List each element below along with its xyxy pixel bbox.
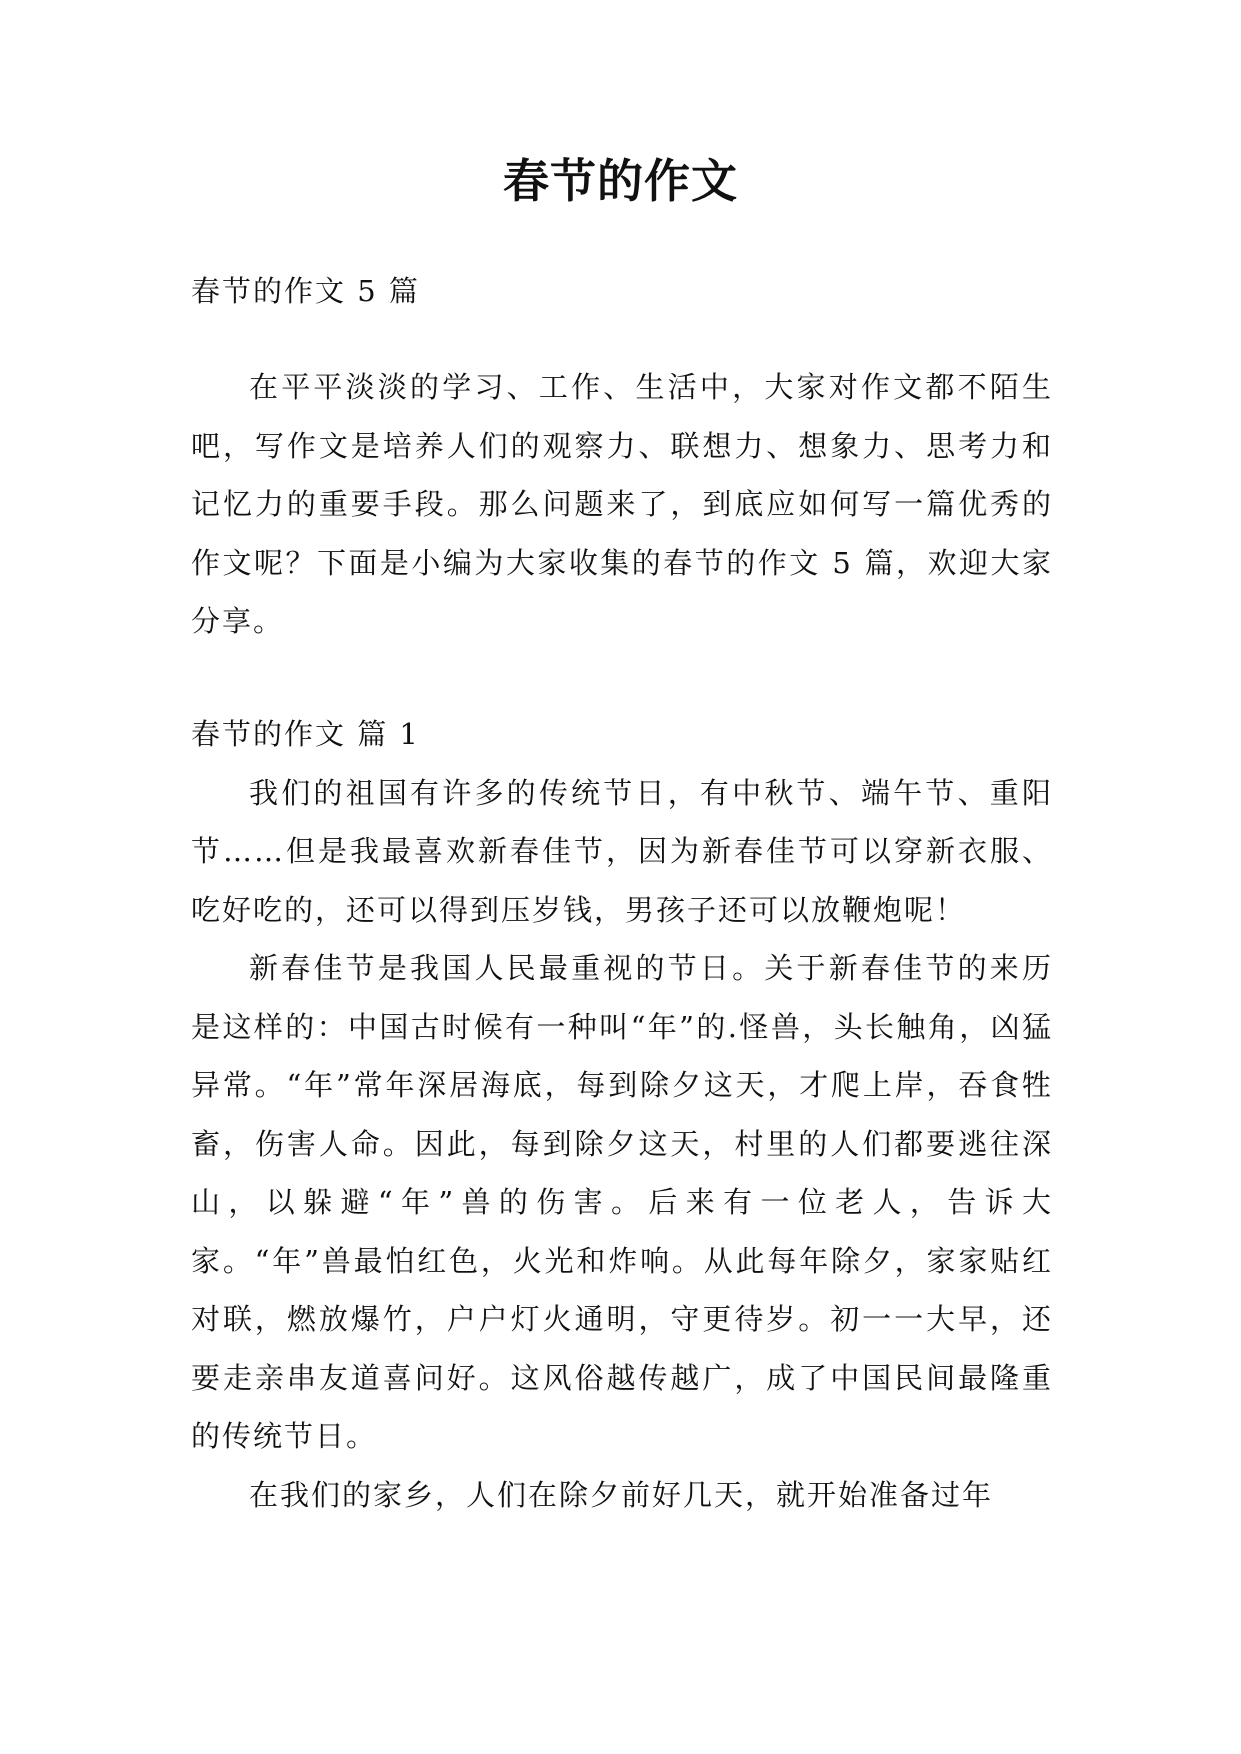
document-title: 春节的作文 bbox=[503, 154, 738, 208]
section-1-paragraph-1: 我们的祖国有许多的传统节日，有中秋节、端午节、重阳节……但是我最喜欢新春佳节，因为新春佳节可以穿新衣服、吃好吃的，还可以得到压岁钱，男孩子还可以放鞭炮呢！ bbox=[191, 775, 1053, 927]
section-1 bbox=[191, 705, 1053, 1524]
document-subtitle: 春节的作文 5 篇 bbox=[191, 274, 420, 308]
intro-paragraph: 在平平淡淡的学习、工作、生活中，大家对作文都不陌生吧，写作文是培养人们的观察力、联想力、想象力、思考力和记忆力的重要手段。那么问题来了，到底应如何写一篇优秀的作文呢？下面是小编为大家收集的春节的作文 5 篇，欢迎大家分享。 bbox=[191, 370, 1053, 638]
section-1-paragraph-3: 在我们的家乡，人们在除夕前好几天，就开始准备过年 bbox=[249, 1477, 994, 1512]
section-1-paragraph-2: 新春佳节是我国人民最重视的节日。关于新春佳节的来历是这样的：中国古时候有一种叫“年”的.怪兽，头长触角，凶猛异常。“年”常年深居海底，每到除夕这天，才爬上岸，吞食牲畜，伤害人命。因此，每到除夕这天，村里的人们都要逃往深山，以躲避“年”兽的伤害。后来有一位老人，告诉大家。“年”兽最怕红色，火光和炸响。从此每年除夕，家家贴红对联，燃放爆竹，户户灯火通明，守更待岁。初一一大早，还要走亲串友道喜问好。这风俗越传越广，成了中国民间最隆重的传统节日。 bbox=[191, 951, 1053, 1453]
intro-block bbox=[191, 358, 1053, 651]
section-1-heading: 春节的作文 篇 1 bbox=[191, 717, 420, 751]
subtitle-block bbox=[191, 262, 1053, 321]
